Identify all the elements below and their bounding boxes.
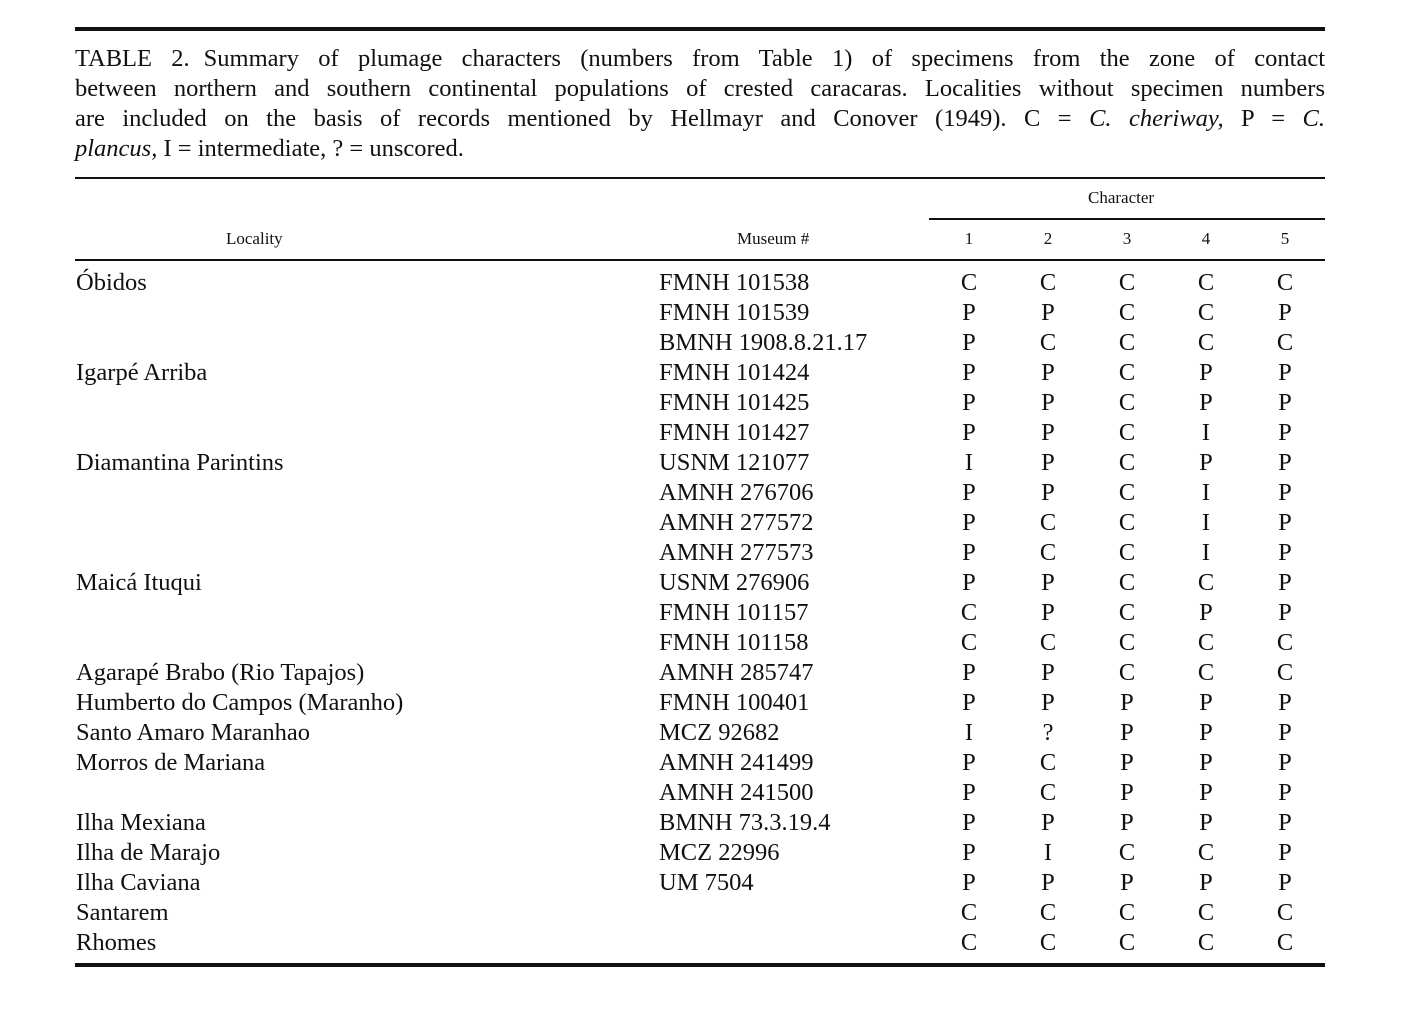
character-5-cell: C [1276, 629, 1294, 656]
character-1-cell: P [962, 809, 976, 836]
character-5-cell: C [1276, 929, 1294, 956]
caption-line-2 [75, 74, 1325, 104]
table-row [0, 838, 1428, 868]
character-5-cell: P [1278, 779, 1292, 806]
table-row [0, 808, 1428, 838]
header-character-2: 2 [1043, 229, 1053, 248]
character-1-cell: P [962, 779, 976, 806]
character-2-cell: C [1039, 899, 1057, 926]
character-3-cell: C [1118, 629, 1136, 656]
character-5-cell: P [1278, 449, 1292, 476]
museum-number-cell: BMNH 1908.8.21.17 [659, 329, 868, 356]
character-1-cell: P [962, 869, 976, 896]
character-4-cell: I [1201, 419, 1211, 446]
character-5-cell: P [1278, 719, 1292, 746]
museum-number-cell: AMNH 276706 [659, 479, 814, 506]
table-row [0, 478, 1428, 508]
top-rule [75, 27, 1325, 31]
character-1-cell: I [964, 449, 974, 476]
locality-cell: Humberto do Campos (Maranho) [76, 689, 404, 716]
character-4-cell: P [1199, 599, 1213, 626]
museum-number-cell: FMNH 101424 [659, 359, 810, 386]
character-4-cell: C [1197, 839, 1215, 866]
character-4-cell: C [1197, 899, 1215, 926]
character-5-cell: P [1278, 869, 1292, 896]
character-2-cell: P [1041, 299, 1055, 326]
character-5-cell: P [1278, 299, 1292, 326]
character-2-cell: C [1039, 929, 1057, 956]
character-1-cell: P [962, 419, 976, 446]
character-2-cell: C [1039, 749, 1057, 776]
locality-cell: Maicá Ituqui [76, 569, 202, 596]
table-row [0, 268, 1428, 298]
caption-line-3 [75, 104, 1325, 134]
locality-cell: Óbidos [76, 269, 147, 296]
character-2-cell: C [1039, 329, 1057, 356]
character-5-cell: P [1278, 839, 1292, 866]
character-2-cell: C [1039, 779, 1057, 806]
character-1-cell: P [962, 749, 976, 776]
character-3-cell: C [1118, 899, 1136, 926]
caption-text-1: Summary of plumage characters (numbers from Table 1) of specimens from the zone of contact [203, 45, 1325, 72]
character-3-cell: C [1118, 569, 1136, 596]
museum-number-cell: FMNH 101538 [659, 269, 810, 296]
locality-cell: Diamantina Parintins [76, 449, 284, 476]
museum-number-cell: UM 7504 [659, 869, 754, 896]
table-row [0, 598, 1428, 628]
locality-cell: Igarpé Arriba [76, 359, 208, 386]
character-4-cell: P [1199, 749, 1213, 776]
locality-cell: Ilha Mexiana [76, 809, 206, 836]
character-3-cell: C [1118, 599, 1136, 626]
caption-species-plancus: plancus, [75, 135, 158, 162]
character-4-cell: P [1199, 389, 1213, 416]
character-5-cell: P [1278, 359, 1292, 386]
character-4-cell: C [1197, 329, 1215, 356]
header-locality: Locality [226, 229, 283, 248]
character-4-cell: I [1201, 479, 1211, 506]
bottom-rule [75, 963, 1325, 967]
table-row [0, 688, 1428, 718]
locality-cell: Rhomes [76, 929, 157, 956]
character-2-cell: P [1041, 569, 1055, 596]
character-2-cell: P [1041, 809, 1055, 836]
caption-text-3a: are included on the basis of records mentioned by Hellmayr and Conover (1949). C = [75, 105, 1090, 132]
character-2-cell: P [1041, 419, 1055, 446]
character-2-cell: I [1043, 839, 1053, 866]
character-2-cell: C [1039, 509, 1057, 536]
header-character: Character [1088, 188, 1155, 207]
character-span-rule [929, 218, 1325, 220]
character-4-cell: P [1199, 719, 1213, 746]
character-3-cell: C [1118, 299, 1136, 326]
character-4-cell: C [1197, 269, 1215, 296]
character-2-cell: ? [1042, 719, 1054, 746]
character-5-cell: P [1278, 479, 1292, 506]
character-2-cell: P [1041, 869, 1055, 896]
museum-number-cell: MCZ 22996 [659, 839, 780, 866]
table-row [0, 328, 1428, 358]
museum-number-cell: FMNH 101427 [659, 419, 810, 446]
character-4-cell: P [1199, 359, 1213, 386]
character-3-cell: C [1118, 839, 1136, 866]
character-4-cell: P [1199, 689, 1213, 716]
character-3-cell: C [1118, 389, 1136, 416]
character-1-cell: P [962, 299, 976, 326]
character-5-cell: P [1278, 389, 1292, 416]
character-3-cell: C [1118, 449, 1136, 476]
character-3-cell: P [1120, 779, 1134, 806]
locality-cell: Ilha de Marajo [76, 839, 221, 866]
character-1-cell: P [962, 359, 976, 386]
character-1-cell: P [962, 329, 976, 356]
character-3-cell: C [1118, 539, 1136, 566]
character-2-cell: P [1041, 389, 1055, 416]
character-4-cell: P [1199, 809, 1213, 836]
museum-number-cell: FMNH 101157 [659, 599, 809, 626]
character-5-cell: P [1278, 539, 1292, 566]
character-1-cell: C [960, 929, 978, 956]
museum-number-cell: USNM 276906 [659, 569, 810, 596]
character-2-cell: P [1041, 359, 1055, 386]
character-2-cell: C [1039, 269, 1057, 296]
table-row [0, 658, 1428, 688]
character-2-cell: P [1041, 689, 1055, 716]
character-3-cell: P [1120, 749, 1134, 776]
museum-number-cell: BMNH 73.3.19.4 [659, 809, 831, 836]
table-row [0, 388, 1428, 418]
character-3-cell: C [1118, 419, 1136, 446]
caption-text-3c: P = [1223, 105, 1303, 132]
character-3-cell: C [1118, 659, 1136, 686]
character-1-cell: C [960, 899, 978, 926]
character-1-cell: C [960, 629, 978, 656]
header-character-3: 3 [1122, 229, 1132, 248]
locality-cell: Santo Amaro Maranhao [76, 719, 311, 746]
museum-number-cell: AMNH 285747 [659, 659, 814, 686]
character-5-cell: P [1278, 689, 1292, 716]
character-1-cell: P [962, 539, 976, 566]
character-5-cell: P [1278, 749, 1292, 776]
locality-cell: Morros de Mariana [76, 749, 266, 776]
character-3-cell: C [1118, 509, 1136, 536]
character-5-cell: C [1276, 329, 1294, 356]
header-rule [75, 259, 1325, 261]
header-character-1: 1 [964, 229, 974, 248]
character-3-cell: C [1118, 479, 1136, 506]
character-3-cell: C [1118, 269, 1136, 296]
museum-number-cell: FMNH 101158 [659, 629, 809, 656]
caption-line-4 [75, 134, 1325, 164]
character-5-cell: P [1278, 569, 1292, 596]
header-character-4: 4 [1201, 229, 1211, 248]
character-1-cell: I [964, 719, 974, 746]
character-5-cell: C [1276, 899, 1294, 926]
table-row [0, 718, 1428, 748]
character-5-cell: C [1276, 269, 1294, 296]
character-4-cell: I [1201, 539, 1211, 566]
character-3-cell: P [1120, 719, 1134, 746]
character-1-cell: P [962, 479, 976, 506]
character-3-cell: C [1118, 329, 1136, 356]
locality-cell: Santarem [76, 899, 169, 926]
character-3-cell: P [1120, 809, 1134, 836]
character-3-cell: P [1120, 869, 1134, 896]
character-1-cell: P [962, 389, 976, 416]
character-4-cell: I [1201, 509, 1211, 536]
character-5-cell: P [1278, 509, 1292, 536]
character-4-cell: C [1197, 659, 1215, 686]
character-3-cell: P [1120, 689, 1134, 716]
character-1-cell: P [962, 569, 976, 596]
table-row [0, 508, 1428, 538]
museum-number-cell: AMNH 277573 [659, 539, 814, 566]
character-2-cell: P [1041, 599, 1055, 626]
table-row [0, 418, 1428, 448]
caption-species-cheriway: C. cheriway, [1089, 105, 1224, 132]
table-row [0, 748, 1428, 778]
header-character-5: 5 [1280, 229, 1290, 248]
character-1-cell: C [960, 599, 978, 626]
caption-rule [75, 177, 1325, 179]
character-1-cell: C [960, 269, 978, 296]
table-row [0, 298, 1428, 328]
table-label: TABLE 2. [75, 45, 190, 72]
table-row [0, 568, 1428, 598]
museum-number-cell: FMNH 101425 [659, 389, 810, 416]
character-5-cell: P [1278, 809, 1292, 836]
character-5-cell: C [1276, 659, 1294, 686]
character-4-cell: C [1197, 629, 1215, 656]
character-5-cell: P [1278, 599, 1292, 626]
character-4-cell: C [1197, 569, 1215, 596]
table-row [0, 898, 1428, 928]
character-1-cell: P [962, 839, 976, 866]
character-1-cell: P [962, 689, 976, 716]
caption-line-1 [75, 44, 1325, 74]
character-4-cell: C [1197, 929, 1215, 956]
character-2-cell: P [1041, 449, 1055, 476]
header-museum: Museum # [737, 229, 810, 248]
character-4-cell: P [1199, 449, 1213, 476]
table-row [0, 778, 1428, 808]
character-3-cell: C [1118, 929, 1136, 956]
table-row [0, 868, 1428, 898]
character-4-cell: C [1197, 299, 1215, 326]
character-2-cell: P [1041, 659, 1055, 686]
table-caption [75, 44, 1325, 164]
character-2-cell: C [1039, 629, 1057, 656]
museum-number-cell: AMNH 241500 [659, 779, 814, 806]
character-5-cell: P [1278, 419, 1292, 446]
table-row [0, 448, 1428, 478]
table-row [0, 628, 1428, 658]
caption-text-2: between northern and southern continental populations of crested caracaras. Localities without specimen numbers [75, 75, 1325, 102]
museum-number-cell: FMNH 100401 [659, 689, 810, 716]
table-row [0, 538, 1428, 568]
museum-number-cell: AMNH 241499 [659, 749, 814, 776]
character-2-cell: P [1041, 479, 1055, 506]
table-row [0, 928, 1428, 958]
locality-cell: Agarapé Brabo (Rio Tapajos) [76, 659, 365, 686]
character-1-cell: P [962, 509, 976, 536]
table-row [0, 358, 1428, 388]
caption-genus-initial: C. [1302, 105, 1325, 132]
character-1-cell: P [962, 659, 976, 686]
locality-cell: Ilha Caviana [76, 869, 201, 896]
museum-number-cell: AMNH 277572 [659, 509, 814, 536]
caption-text-4b: I = intermediate, ? = unscored. [157, 135, 464, 162]
museum-number-cell: FMNH 101539 [659, 299, 810, 326]
museum-number-cell: USNM 121077 [659, 449, 810, 476]
character-4-cell: P [1199, 779, 1213, 806]
museum-number-cell: MCZ 92682 [659, 719, 780, 746]
character-2-cell: C [1039, 539, 1057, 566]
character-4-cell: P [1199, 869, 1213, 896]
character-3-cell: C [1118, 359, 1136, 386]
